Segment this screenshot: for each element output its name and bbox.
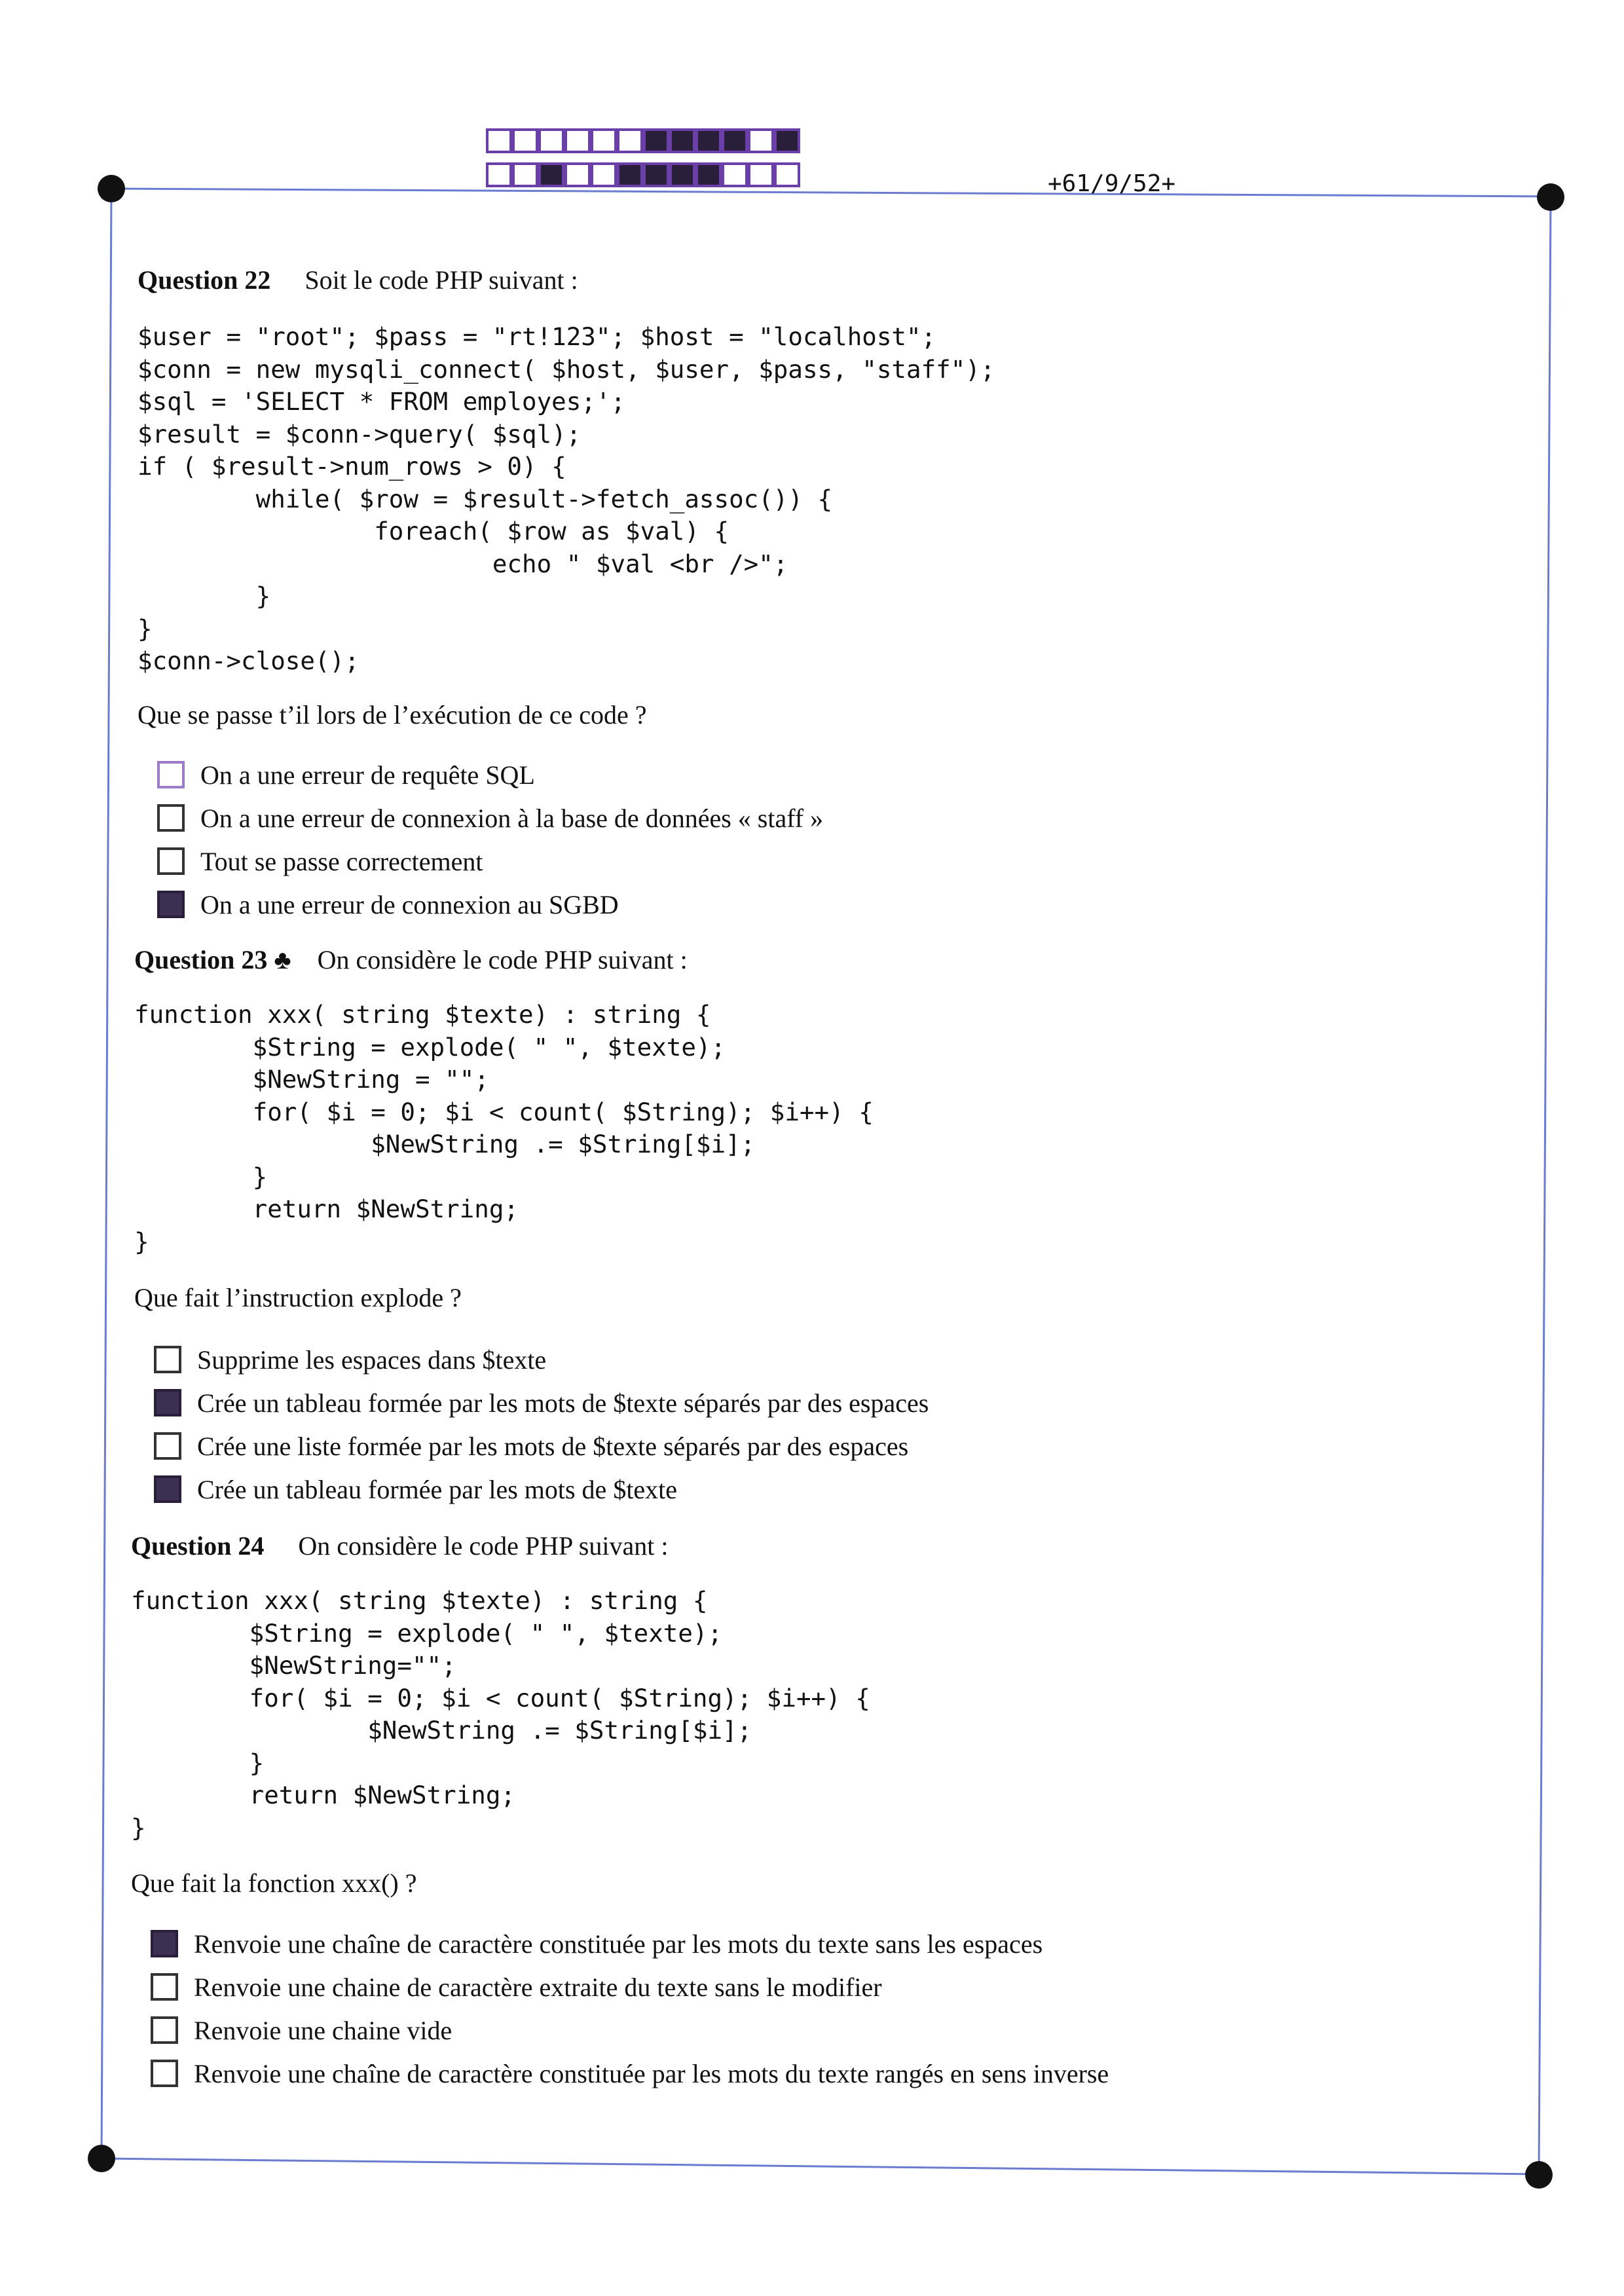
code-box-empty: [486, 162, 512, 187]
answer-text: On a une erreur de connexion au SGBD: [200, 889, 619, 919]
code-box-empty: [512, 128, 538, 153]
code-box-filled: [774, 128, 800, 153]
checkbox[interactable]: [157, 804, 185, 832]
checkbox[interactable]: [157, 761, 185, 788]
code-box-empty: [591, 128, 617, 153]
question-23-answers: [154, 1338, 929, 1511]
checkbox[interactable]: [154, 1432, 181, 1460]
code-box-empty: [591, 162, 617, 187]
code-box-empty: [538, 128, 564, 153]
question-22-code: $user = "root"; $pass = "rt!123"; $host = "localhost"; $conn = new mysqli_connect( $host, $user, $pass, "staff"); $sql = 'SELECT * FROM employes;'; $result = $conn->query( $sql); if ( $result->num_rows > 0) { while( $row = $result->fetch_assoc()) { foreach( $row as $val) { echo " $val <br />"; } } $conn->close();: [138, 322, 995, 675]
answer-text: Crée un tableau formée par les mots de $texte séparés par des espaces: [197, 1388, 929, 1418]
code-box-filled: [617, 162, 643, 187]
code-box-empty: [722, 162, 748, 187]
code-box-empty: [748, 162, 774, 187]
checkbox-checked[interactable]: [151, 1930, 178, 1957]
club-icon: ♣: [274, 945, 291, 974]
code-box-empty: [617, 128, 643, 153]
answer-text: Renvoie une chaîne de caractère constituée par les mots du texte sans les espaces: [194, 1929, 1043, 1959]
corner-mark-bottom-left: [88, 2145, 115, 2172]
question-24-answers: [151, 1922, 1109, 2095]
checkbox[interactable]: [154, 1346, 181, 1373]
answer-option[interactable]: [154, 1424, 929, 1468]
code-box-filled: [538, 162, 564, 187]
question-23-header: [134, 944, 688, 975]
code-box-empty: [486, 128, 512, 153]
question-23-code: function xxx( string $texte) : string { $String = explode( " ", $texte); $NewString = ""; for( $i = 0; $i < count( $String); $i++) { $NewString .= $String[$i]; } return $NewString; }: [134, 1000, 874, 1256]
question-24-header: [131, 1530, 668, 1561]
answer-option[interactable]: [157, 753, 823, 796]
question-intro: Soit le code PHP suivant :: [304, 265, 578, 295]
question-22-answers: [157, 753, 823, 926]
answer-text: Renvoie une chaine vide: [194, 2015, 452, 2045]
answer-option[interactable]: [154, 1338, 929, 1381]
question-22-header: [138, 265, 578, 295]
code-box-empty: [564, 128, 591, 153]
answer-text: Supprime les espaces dans $texte: [197, 1344, 547, 1375]
checkbox[interactable]: [151, 1973, 178, 2001]
answer-text: Crée une liste formée par les mots de $texte séparés par des espaces: [197, 1431, 909, 1461]
code-box-empty: [564, 162, 591, 187]
question-intro: On considère le code PHP suivant :: [317, 945, 688, 974]
question-22-prompt: Que se passe t’il lors de l’exécution de ce code ?: [138, 700, 647, 730]
answer-option[interactable]: [154, 1468, 929, 1511]
answer-text: Renvoie une chaine de caractère extraite du texte sans le modifier: [194, 1972, 882, 2002]
answer-text: Renvoie une chaîne de caractère constituée par les mots du texte rangés en sens inverse: [194, 2058, 1109, 2088]
answer-option[interactable]: [157, 796, 823, 840]
answer-option[interactable]: [157, 840, 823, 883]
checkbox[interactable]: [157, 847, 185, 875]
answer-option[interactable]: [151, 2052, 1109, 2095]
code-box-empty: [512, 162, 538, 187]
code-box-filled: [695, 162, 722, 187]
corner-mark-top-left: [98, 175, 125, 202]
code-box-filled: [669, 128, 695, 153]
answer-option[interactable]: [154, 1381, 929, 1424]
question-23-prompt: Que fait l’instruction explode ?: [134, 1283, 462, 1312]
answer-text: On a une erreur de requête SQL: [200, 760, 535, 790]
checkbox[interactable]: [151, 2016, 178, 2044]
code-box-empty: [748, 128, 774, 153]
answer-text: On a une erreur de connexion à la base de données « staff »: [200, 803, 824, 833]
answer-option[interactable]: [157, 883, 823, 926]
code-box-filled: [695, 128, 722, 153]
code-box-filled: [643, 162, 669, 187]
question-intro: On considère le code PHP suivant :: [298, 1531, 669, 1561]
question-24-prompt: Que fait la fonction xxx() ?: [131, 1868, 417, 1898]
answer-option[interactable]: [151, 2009, 1109, 2052]
checkbox[interactable]: [151, 2060, 178, 2087]
page-id: +61/9/52+: [1048, 170, 1176, 197]
question-label: Question 22: [138, 265, 271, 295]
code-box-filled: [722, 128, 748, 153]
answer-option[interactable]: [151, 1965, 1109, 2009]
corner-mark-top-right: [1537, 183, 1564, 211]
code-box-empty: [774, 162, 800, 187]
answer-text: Tout se passe correctement: [200, 846, 483, 876]
id-code-boxes-row-1: [486, 128, 800, 153]
id-code-boxes-row-2: [486, 162, 800, 187]
checkbox-checked[interactable]: [154, 1475, 181, 1503]
code-box-filled: [669, 162, 695, 187]
answer-option[interactable]: [151, 1922, 1109, 1965]
checkbox-checked[interactable]: [154, 1389, 181, 1416]
question-label: Question 24: [131, 1531, 265, 1561]
code-box-filled: [643, 128, 669, 153]
checkbox-checked[interactable]: [157, 891, 185, 918]
corner-mark-bottom-right: [1525, 2161, 1553, 2189]
question-24-code: function xxx( string $texte) : string { $String = explode( " ", $texte); $NewString=""; for( $i = 0; $i < count( $String); $i++) { $NewString .= $String[$i]; } return $NewString; }: [131, 1586, 870, 1842]
question-label: Question 23: [134, 945, 268, 974]
answer-text: Crée un tableau formée par les mots de $texte: [197, 1474, 678, 1504]
